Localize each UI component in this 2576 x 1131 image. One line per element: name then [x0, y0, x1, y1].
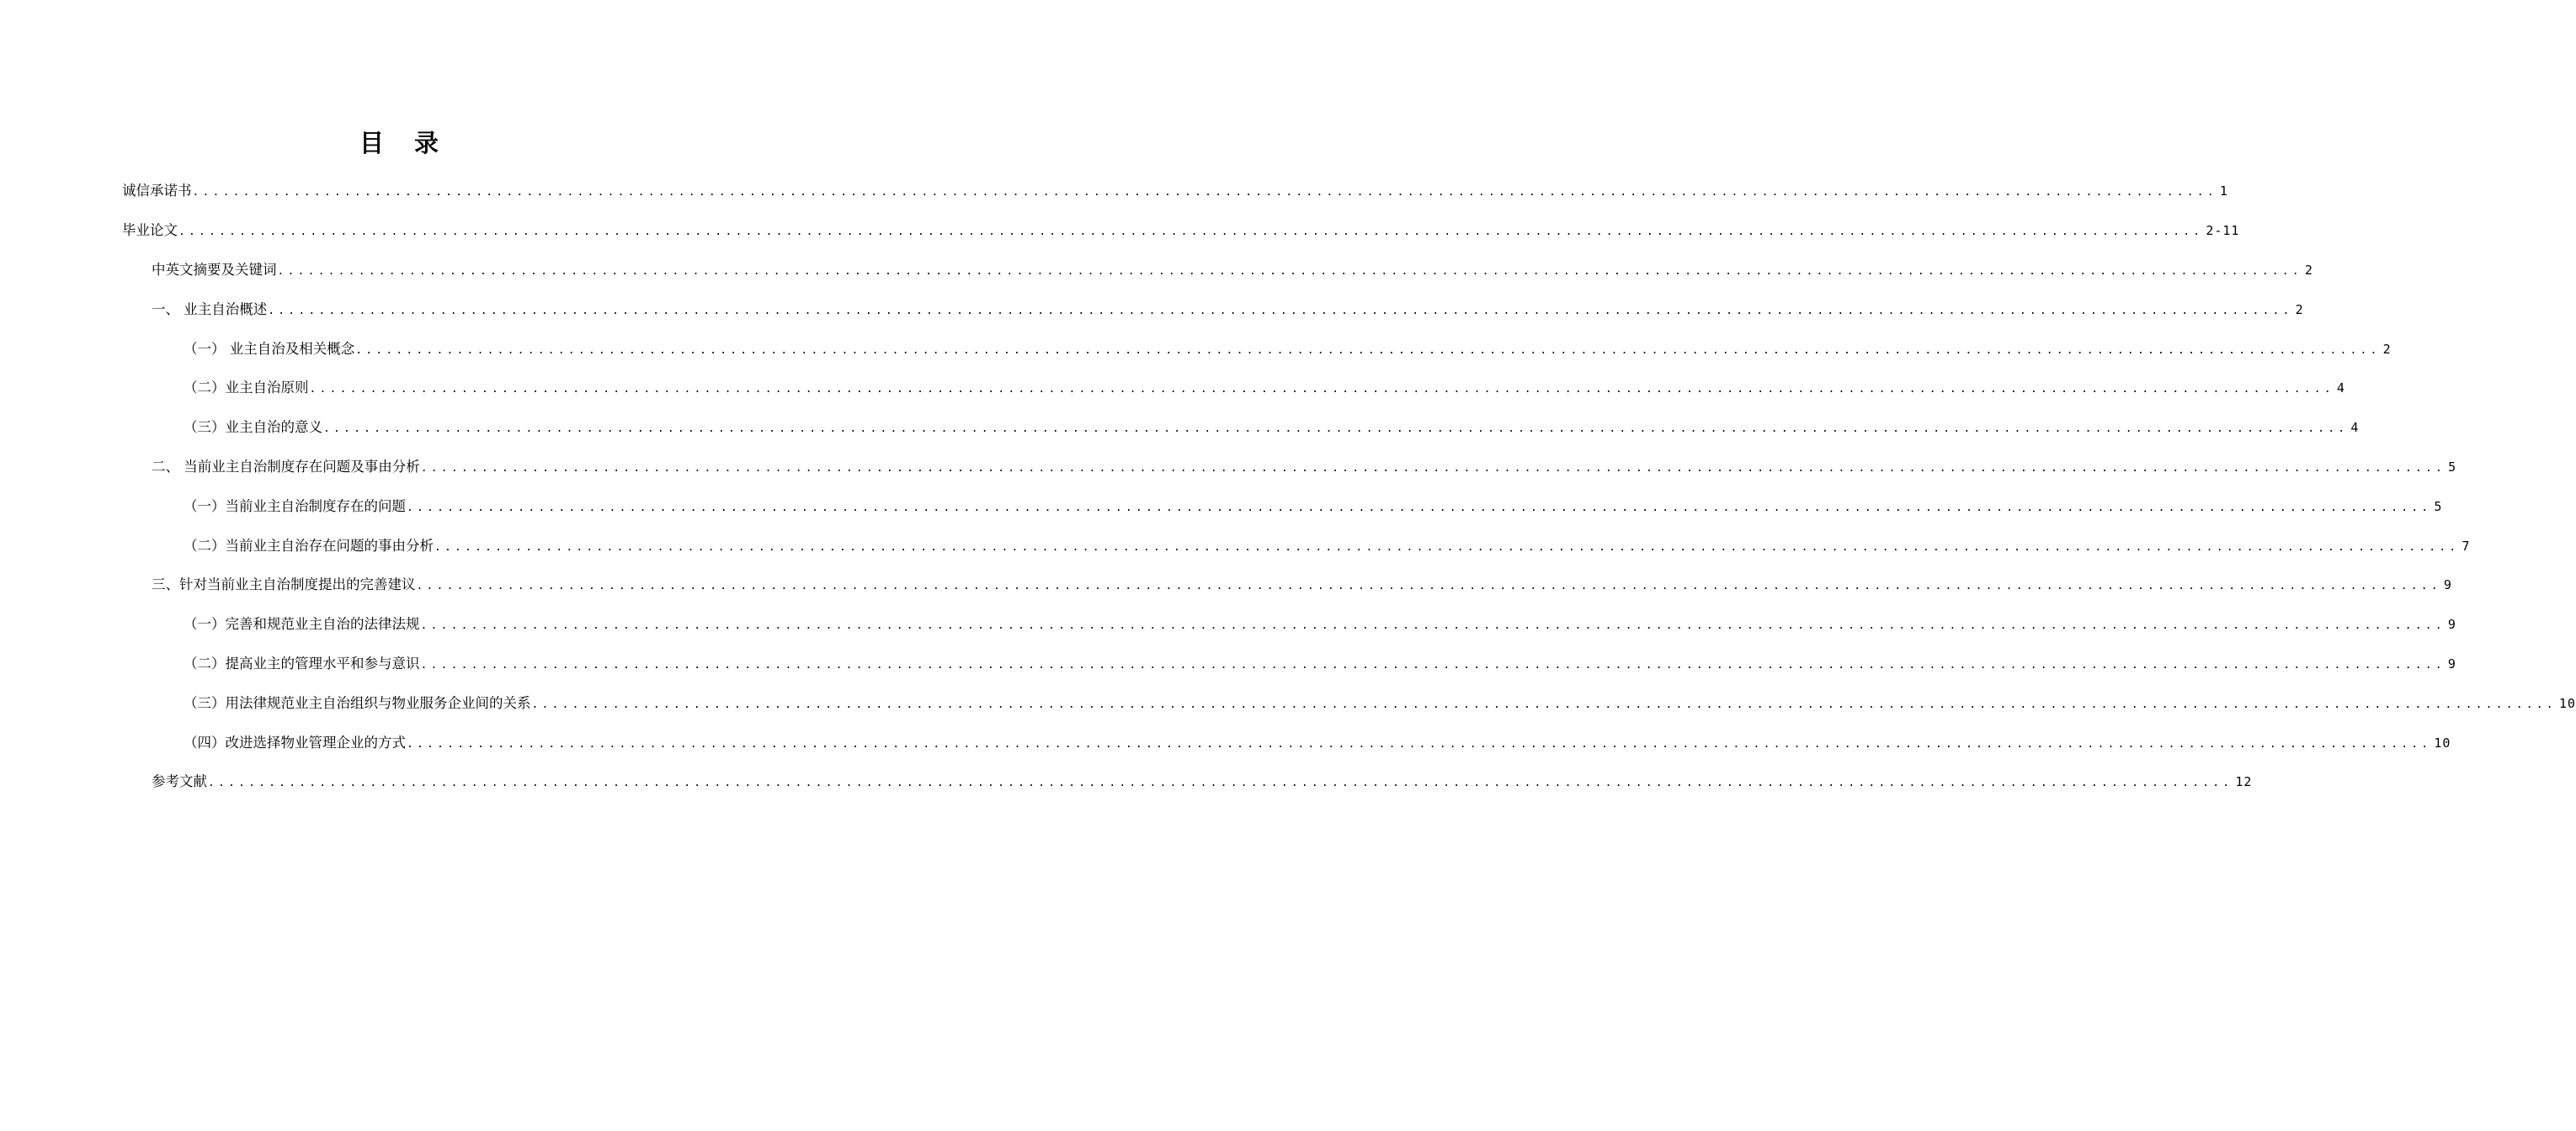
toc-dot-leader: ........................................................................................................................................................................................................ [323, 422, 2349, 436]
toc-entry[interactable] [0, 406, 2360, 446]
toc-page-number: 1 [2219, 183, 2228, 199]
toc-page-number: 5 [2434, 498, 2443, 514]
toc-entry-text: 参考文献 [152, 773, 207, 790]
toc-page-number: 9 [2447, 617, 2456, 633]
toc-entry-text: （一） 业主自治及相关概念 [184, 340, 355, 357]
toc-entry[interactable] [0, 761, 2253, 800]
toc-page-number: 2 [2382, 341, 2392, 357]
toc-entry-line [184, 416, 2360, 436]
toc-page-number: 9 [2443, 577, 2452, 593]
toc-entry[interactable] [0, 367, 2345, 406]
toc-entry-text: 中英文摘要及关键词 [152, 261, 277, 278]
toc-page-number: 4 [2336, 380, 2345, 396]
toc-entry-text: （二）当前业主自治存在问题的事由分析 [184, 537, 434, 554]
toc-dot-leader: ........................................................................................................................................................................................................ [309, 383, 2334, 396]
toc-dot-leader: ........................................................................................................................................................................................................ [531, 698, 2557, 711]
toc-entry-text: （二）提高业主的管理水平和参与意识 [184, 655, 420, 672]
toc-list [0, 170, 2576, 800]
toc-entry[interactable] [0, 643, 2456, 682]
toc-title-part2: 录 [414, 129, 441, 157]
toc-entry-line [152, 298, 2304, 318]
toc-page-number: 10 [2434, 735, 2451, 751]
toc-dot-leader: ........................................................................................................................................................................................................ [178, 226, 2204, 239]
toc-entry[interactable] [0, 170, 2228, 210]
toc-entry-text: （四）改进选择物业管理企业的方式 [184, 734, 406, 751]
toc-entry-text: （三）用法律规范业主自治组织与物业服务企业间的关系 [184, 694, 531, 711]
toc-entry-line [184, 652, 2456, 672]
toc-page-number: 2 [2304, 262, 2313, 278]
toc-entry[interactable] [0, 603, 2456, 643]
toc-entry[interactable] [0, 446, 2457, 486]
toc-entry-text: 二、 当前业主自治制度存在问题及事由分析 [152, 458, 420, 475]
toc-entry[interactable] [0, 485, 2443, 524]
toc-entry[interactable] [0, 721, 2451, 761]
toc-entry[interactable] [0, 564, 2452, 603]
toc-dot-leader: ........................................................................................................................................................................................................ [434, 540, 2460, 554]
toc-dot-leader: ........................................................................................................................................................................................................ [355, 343, 2381, 357]
toc-entry[interactable] [0, 524, 2471, 564]
toc-dot-leader: ........................................................................................................................................................................................................ [407, 737, 2432, 751]
toc-entry-line [184, 731, 2451, 751]
toc-entry[interactable] [0, 249, 2313, 289]
toc-entry[interactable] [0, 288, 2304, 327]
toc-dot-leader: ........................................................................................................................................................................................................ [420, 658, 2446, 672]
toc-entry-line [184, 692, 2576, 712]
toc-entry-text: （三）业主自治的意义 [184, 419, 322, 436]
toc-page-number: 2 [2295, 301, 2304, 317]
toc-entry-text: 毕业论文 [122, 222, 178, 239]
toc-entry-line [152, 455, 2457, 475]
toc-entry-line [184, 337, 2392, 358]
toc-entry-line [184, 534, 2471, 555]
toc-dot-leader: ........................................................................................................................................................................................................ [192, 186, 2217, 199]
toc-page-number: 10 [2558, 695, 2576, 711]
toc-page-number: 5 [2448, 459, 2457, 475]
toc-entry-line [184, 613, 2456, 633]
toc-dot-leader: ........................................................................................................................................................................................................ [416, 580, 2441, 593]
toc-entry-text: （二）业主自治原则 [184, 380, 309, 396]
toc-dot-leader: ........................................................................................................................................................................................................ [208, 777, 2233, 790]
toc-entry-line [122, 219, 2240, 239]
toc-entry-line [152, 573, 2452, 593]
toc-entry-text: 诚信承诺书 [122, 183, 192, 199]
toc-entry[interactable] [0, 682, 2576, 721]
toc-entry[interactable] [0, 210, 2240, 249]
toc-title-part1: 目 [359, 129, 386, 157]
toc-entry-line [152, 770, 2253, 790]
toc-page-number: 12 [2235, 774, 2253, 790]
toc-entry-text: （一）当前业主自治制度存在的问题 [184, 497, 406, 514]
toc-entry-text: 三、针对当前业主自治制度提出的完善建议 [152, 576, 416, 593]
toc-dot-leader: ........................................................................................................................................................................................................ [420, 461, 2446, 475]
toc-dot-leader: ........................................................................................................................................................................................................ [420, 619, 2446, 633]
toc-dot-leader: ........................................................................................................................................................................................................ [268, 304, 2293, 317]
toc-page-number: 9 [2447, 656, 2456, 672]
toc-title [0, 125, 800, 159]
toc-entry-text: 一、 业主自治概述 [152, 300, 268, 317]
toc-page-number: 7 [2462, 538, 2471, 554]
toc-entry-line [122, 179, 2228, 199]
toc-page-number: 2-11 [2206, 223, 2240, 239]
toc-entry-text: （一）完善和规范业主自治的法律法规 [184, 616, 420, 633]
toc-dot-leader: ........................................................................................................................................................................................................ [277, 264, 2302, 278]
toc-page-number: 4 [2350, 420, 2360, 436]
toc-entry[interactable] [0, 327, 2392, 367]
toc-entry-line [152, 258, 2313, 279]
toc-entry-line [184, 495, 2443, 515]
toc-dot-leader: ........................................................................................................................................................................................................ [407, 501, 2432, 514]
toc-entry-line [184, 376, 2345, 396]
